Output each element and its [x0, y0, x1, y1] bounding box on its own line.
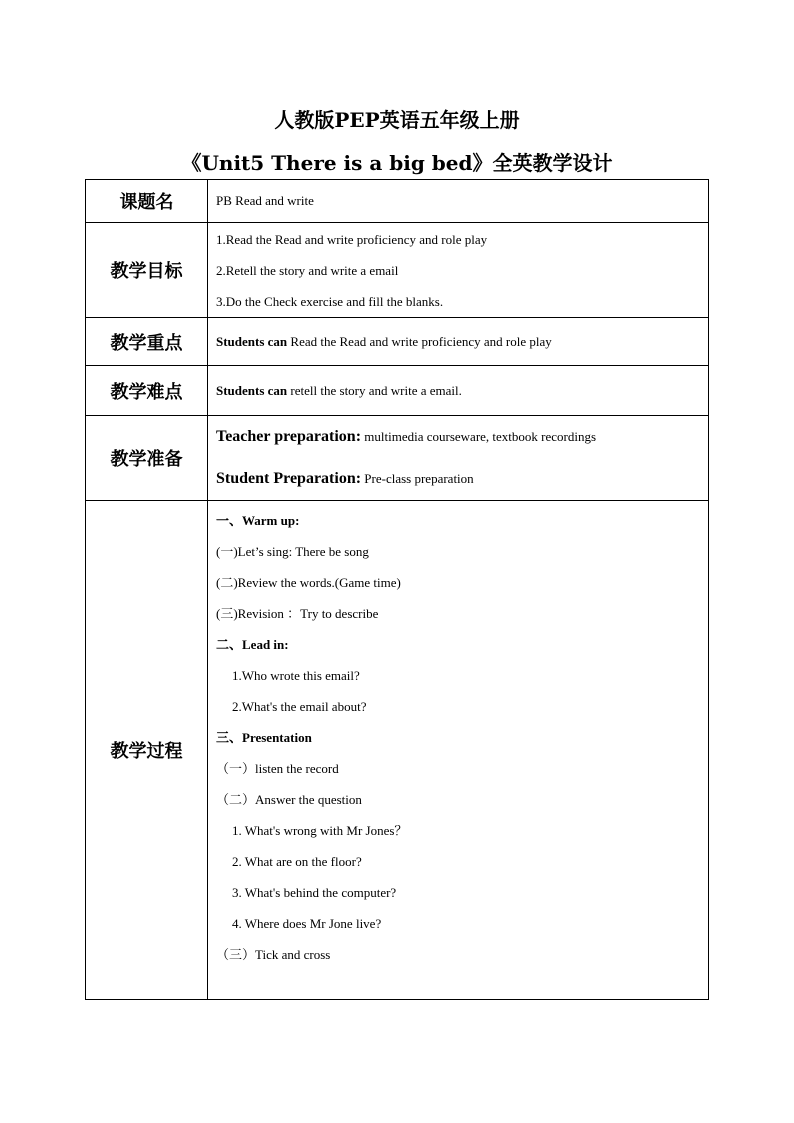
teacher-preparation — [216, 416, 708, 458]
row-preparation — [86, 416, 709, 501]
row-objectives — [86, 223, 709, 318]
student-preparation — [216, 458, 708, 500]
warmup-item: (三)Revision ：Try to describe — [216, 606, 379, 621]
label-difficulties: 教学难点 — [86, 366, 208, 416]
label-process: 教学过程 — [86, 501, 208, 1000]
label-objectives: 教学目标 — [86, 223, 208, 318]
objective-item: 2.Retell the story and write a email — [216, 262, 399, 278]
row-process — [86, 501, 709, 1000]
warmup-item: (二)Review the words.(Game time) — [216, 575, 401, 590]
question-item: 2. What are on the floor? — [232, 854, 362, 869]
leadin-heading: 二、Lead in: — [216, 637, 289, 652]
warmup-heading: 一、Warm up: — [216, 513, 300, 528]
key-points-cell — [208, 318, 709, 366]
document-title: 人教版PEP英语五年级上册 — [274, 108, 520, 132]
row-topic — [86, 180, 709, 223]
lesson-plan-table — [85, 179, 709, 1000]
key-points-lead: Students can — [216, 333, 288, 349]
difficulties-text: retell the story and write a email. — [287, 382, 462, 398]
row-key-points — [86, 318, 709, 366]
presentation-heading: 三、Presentation — [216, 730, 312, 745]
question-item: 4. Where does Mr Jone live? — [232, 916, 382, 931]
presentation-item: （二）Answer the question — [216, 792, 362, 807]
label-preparation: 教学准备 — [86, 416, 208, 501]
student-preparation-text: Pre-class preparation — [361, 471, 474, 486]
objective-item: 3.Do the Check exercise and fill the blanks. — [216, 293, 444, 309]
warmup-item: (一)Let’s sing: There be song — [216, 544, 369, 559]
question-item: 3. What's behind the computer? — [232, 885, 397, 900]
label-key-points: 教学重点 — [86, 318, 208, 366]
topic-value: PB Read and write — [208, 180, 709, 223]
objective-item: 1.Read the Read and write proficiency and role play — [216, 231, 488, 247]
row-difficulties — [86, 366, 709, 416]
label-topic: 课题名 — [86, 180, 208, 223]
key-points-text: Read the Read and write proficiency and role play — [287, 333, 552, 349]
preparation-cell — [208, 416, 709, 501]
difficulties-lead: Students can — [216, 382, 288, 398]
presentation-item: （一）listen the record — [216, 761, 339, 776]
leadin-item: 1.Who wrote this email? — [232, 668, 360, 683]
leadin-item: 2.What's the email about? — [232, 699, 367, 714]
question-item: 1. What's wrong with Mr Jones？ — [232, 823, 408, 838]
tick-and-cross-item: （三）Tick and cross — [216, 947, 331, 962]
teacher-preparation-key: Teacher preparation: — [216, 428, 362, 445]
teacher-preparation-text: multimedia courseware, textbook recordings — [361, 429, 597, 444]
document-subtitle: 《Unit5 There is a big bed》全英教学设计 — [181, 151, 613, 175]
objectives-cell — [208, 223, 709, 318]
student-preparation-key: Student Preparation: — [216, 470, 362, 487]
difficulties-cell — [208, 366, 709, 416]
process-cell — [208, 501, 709, 1000]
